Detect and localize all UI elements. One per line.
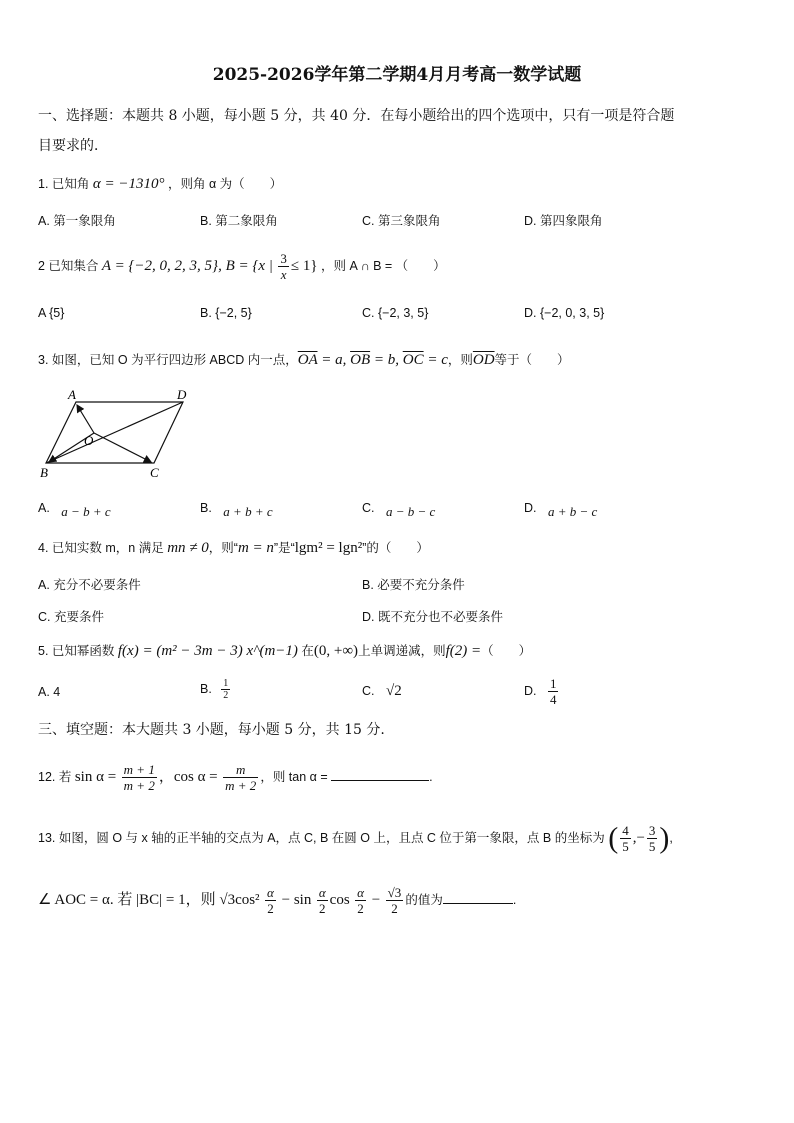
q12-end: . xyxy=(429,770,433,784)
question-2 xyxy=(38,250,446,282)
parallelogram-figure xyxy=(36,385,196,480)
q2-suffix: ，则 A ∩ B = （ ） xyxy=(321,259,446,273)
q13-end: . xyxy=(512,893,517,907)
q13-a-num-2: α xyxy=(318,885,326,901)
q13-a-num-3: α xyxy=(357,885,364,901)
q4-q: lgm² = lgn² xyxy=(294,540,363,556)
q4-suffix: ”的（ ） xyxy=(362,541,429,555)
question-4 xyxy=(38,538,429,557)
q12-answer-blank[interactable] xyxy=(331,780,429,781)
q12-cos-num: m xyxy=(223,762,258,778)
q3-option-a-expr: a − b + c xyxy=(61,504,111,519)
q3-prefix: 3. 如图，已知 O 为平行四边形 ABCD 内一点， xyxy=(38,353,298,367)
q3-eq-c: = c xyxy=(423,352,448,368)
q5-optb-den: 2 xyxy=(223,690,229,701)
q13-frac-a2 xyxy=(317,885,328,916)
q1-expr: α = −1310° xyxy=(92,176,165,192)
q13-paren-close: ) xyxy=(659,821,670,855)
q13-a-den-2: 2 xyxy=(318,901,326,917)
q12-cos-lhs: ，cos α = xyxy=(158,769,218,785)
q4-option-d[interactable]: D. 既不充分也不必要条件 xyxy=(362,610,503,624)
q3-option-d-expr: a + b − c xyxy=(547,504,598,519)
vector-oa-arrow xyxy=(77,405,94,433)
q3-option-b-expr: a + b + c xyxy=(223,504,273,519)
q2-set-b-pre: , B = {x | xyxy=(218,258,273,274)
q3-vector-od: $\overline{OD}$ xyxy=(472,352,495,368)
q4-option-c[interactable]: C. 充要条件 xyxy=(38,610,104,624)
q3-option-a-label: A. xyxy=(38,501,50,515)
q4-option-a[interactable]: A. 充分不必要条件 xyxy=(38,578,141,592)
q13-num1: 4 xyxy=(622,823,629,839)
q2-set-a: A = {−2, 0, 2, 3, 5} xyxy=(101,258,219,274)
q13-minus-sin: − sin xyxy=(277,892,312,908)
q13-a-den-3: 2 xyxy=(357,901,364,917)
q12-sin-den: m + 2 xyxy=(123,778,155,794)
q1-option-b[interactable]: B. 第二象限角 xyxy=(200,214,278,228)
q5-optd-den: 4 xyxy=(549,692,557,707)
q13-cos: cos xyxy=(329,892,350,908)
q13-frac-x xyxy=(620,823,631,854)
q5-mid: 在 xyxy=(301,644,314,658)
diagonal-bd xyxy=(46,402,183,463)
q3-eq-b: = b, xyxy=(370,352,403,368)
q5-option-d-label: D. xyxy=(524,683,537,698)
label-o: O xyxy=(84,433,94,448)
q2-frac-num: 3 xyxy=(280,251,287,267)
q2-prefix: 2 已知集合 xyxy=(38,259,99,273)
vector-oc-arrow xyxy=(94,433,151,462)
q13-frac-a1 xyxy=(265,885,276,916)
label-d: D xyxy=(177,387,187,402)
q1-suffix: ，则角 α 为（ ） xyxy=(168,177,283,191)
q12-sin-num: m + 1 xyxy=(123,762,155,778)
q5-option-d-frac xyxy=(548,676,559,707)
q12-sin-lhs: sin α = xyxy=(74,769,117,785)
q13-line2a: ∠ AOC = α. 若 |BC| = 1，则 √3cos² xyxy=(38,892,260,908)
q3-option-d[interactable] xyxy=(524,500,598,519)
q5-option-d[interactable] xyxy=(524,676,560,707)
q4-option-b[interactable]: B. 必要不充分条件 xyxy=(362,578,465,592)
q5-option-b-frac xyxy=(221,678,230,701)
section-heading-fill: 三、填空题：本大题共 3 小题，每小题 5 分，共 15 分. xyxy=(38,722,385,738)
q3-suffix: 等于（ ） xyxy=(494,353,570,367)
q5-optb-num: 1 xyxy=(223,678,229,689)
label-b: B xyxy=(40,465,48,480)
label-c: C xyxy=(150,465,159,480)
q3-vector-oc: $\overline{OC}$ xyxy=(402,352,424,368)
q13-frac-root3 xyxy=(386,885,404,916)
q4-p: m = n xyxy=(237,540,274,556)
q2-fraction xyxy=(278,251,289,282)
question-13-line2 xyxy=(38,880,516,920)
q2-set-b-post: ≤ 1} xyxy=(290,258,318,274)
label-a: A xyxy=(68,387,76,402)
q5-option-c[interactable] xyxy=(362,683,402,700)
q1-option-d[interactable]: D. 第四象限角 xyxy=(524,214,603,228)
q3-option-c-label: C. xyxy=(362,501,375,515)
q12-cos-frac xyxy=(223,762,258,793)
q13-a-den-1: 2 xyxy=(267,901,274,917)
q13-den1: 5 xyxy=(622,839,629,855)
q12-prefix: 12. 若 xyxy=(38,770,72,784)
q2-option-c[interactable]: C. {−2, 3, 5} xyxy=(362,306,429,320)
q13-a-num-1: α xyxy=(267,885,274,901)
q13-den2: 5 xyxy=(648,839,656,855)
q3-option-c-expr: a − b − c xyxy=(385,504,436,519)
q13-frac-a3 xyxy=(355,885,366,916)
q13-paren-open: ( xyxy=(608,821,619,855)
q5-option-b-label: B. xyxy=(200,681,212,696)
page-title: 2025-2026学年第二学期4月月考高一数学试题 xyxy=(212,65,582,85)
q12-ask: ，则 tan α = xyxy=(260,770,328,784)
q12-sin-frac xyxy=(122,762,157,793)
q4-mid2: ”是“ xyxy=(273,541,295,555)
q13-answer-blank[interactable] xyxy=(443,903,513,904)
q2-option-b[interactable]: B. {−2, 5} xyxy=(200,306,252,320)
q1-option-a[interactable]: A. 第一象限角 xyxy=(38,214,116,228)
q3-option-b[interactable] xyxy=(200,500,273,519)
q1-option-c[interactable]: C. 第三象限角 xyxy=(362,214,441,228)
question-13-line1: 13. 如图，圆 O 与 x 轴的正半轴的交点为 A，点 C, B 在圆 O 上，且点 C 位于第一象限，点 B 的坐标为 ( $\frac{4}{5}$ ,− $\frac{3}{5}$ ), xyxy=(38,821,673,855)
q3-eq-a: = a, xyxy=(317,352,351,368)
q2-frac-den: x xyxy=(280,267,287,283)
q4-cond: mn ≠ 0 xyxy=(167,540,209,556)
section-heading-choice-line1: 一、选择题：本题共 8 小题，每小题 5 分，共 40 分．在每小题给出的四个选项中，只有一项是符合题 xyxy=(38,108,675,124)
q5-ask: f(2) = xyxy=(445,643,482,659)
q5-option-c-value: √2 xyxy=(385,683,402,699)
q4-prefix: 4. 已知实数 m，n 满足 xyxy=(38,541,164,555)
q13-frac-y xyxy=(647,823,658,854)
q4-mid1: ，则“ xyxy=(208,541,238,555)
q5-interval: (0, +∞) xyxy=(313,643,359,659)
section-heading-choice-line2: 目要求的． xyxy=(38,138,108,154)
q1-prefix: 1. 已知角 xyxy=(38,177,90,191)
q5-option-c-label: C. xyxy=(362,684,375,698)
q13-minus: − xyxy=(367,892,381,908)
question-5 xyxy=(38,641,531,660)
q5-prefix: 5. 已知幂函数 xyxy=(38,644,115,658)
q13-num2: 3 xyxy=(648,823,656,839)
q3-option-d-label: D. xyxy=(524,501,537,515)
q5-option-a[interactable]: A. 4 xyxy=(38,685,61,699)
q13-comma: , xyxy=(669,831,673,845)
q5-suffix-pre: 上单调递减，则 xyxy=(358,644,446,658)
q5-optd-num: 1 xyxy=(549,676,557,691)
question-3 xyxy=(38,350,570,369)
q13-ask: 的值为 xyxy=(405,893,443,907)
q2-option-a[interactable]: A {5} xyxy=(38,306,65,320)
q13-line1: 13. 如图，圆 O 与 x 轴的正半轴的交点为 A，点 C, B 在圆 O 上，且点 C 位于第一象限，点 B 的坐标为 xyxy=(38,831,605,845)
question-1 xyxy=(38,174,282,193)
q3-vector-ob: $\overline{OB}$ xyxy=(350,352,371,368)
q3-option-a[interactable] xyxy=(38,500,111,519)
q3-vector-oa: $\overline{OA}$ xyxy=(297,352,318,368)
q5-expr: f(x) = (m² − 3m − 3) x^(m−1) xyxy=(117,643,298,659)
q5-suffix: （ ） xyxy=(481,644,532,658)
q3-then: ，则 xyxy=(447,353,473,367)
q2-option-d[interactable]: D. {−2, 0, 3, 5} xyxy=(524,306,605,320)
q13-r-num: √3 xyxy=(387,885,402,901)
q12-cos-den: m + 2 xyxy=(225,778,257,794)
q13-r-den: 2 xyxy=(391,901,398,917)
q5-option-b[interactable] xyxy=(200,678,232,701)
question-12 xyxy=(38,760,433,794)
q3-option-b-label: B. xyxy=(200,501,212,515)
q3-option-c[interactable] xyxy=(362,500,436,519)
